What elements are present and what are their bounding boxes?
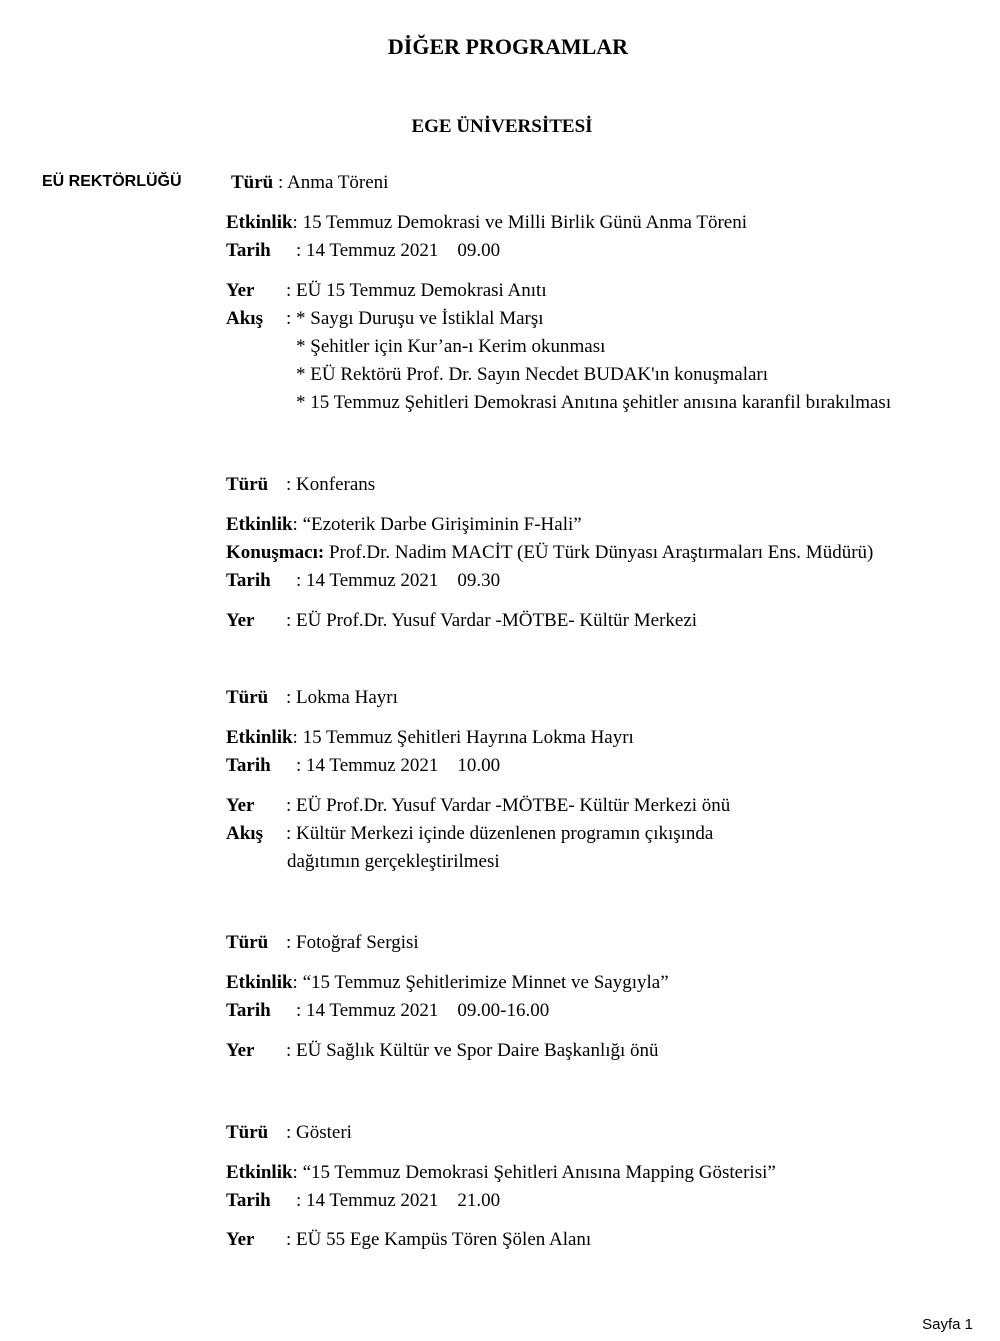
event-5-etkinlik: Etkinlik: “15 Temmuz Demokrasi Şehitleri Anısına Mapping Gösterisi” <box>226 1162 776 1183</box>
event-4-turu: Türü : Fotoğraf Sergisi <box>226 932 419 953</box>
event-2-konusmaci: Konuşmacı: Prof.Dr. Nadim MACİT (EÜ Türk Dünyası Araştırmaları Ens. Müdürü) <box>226 542 874 563</box>
event-1-akis-item: * Şehitler için Kur’an-ı Kerim okunması <box>296 336 606 357</box>
event-3-akis-item: dağıtımın gerçekleştirilmesi <box>287 851 500 872</box>
event-5-turu: Türü : Gösteri <box>226 1122 352 1143</box>
event-1-yer: Yer : EÜ 15 Temmuz Demokrasi Anıtı <box>226 280 547 301</box>
event-3-akis: Akış : Kültür Merkezi içinde düzenlenen programın çıkışında <box>226 823 714 844</box>
event-1-etkinlik: Etkinlik: 15 Temmuz Demokrasi ve Milli Birlik Günü Anma Töreni <box>226 212 747 233</box>
event-4-etkinlik: Etkinlik: “15 Temmuz Şehitlerimize Minnet ve Saygıyla” <box>226 972 669 993</box>
event-3-turu: Türü : Lokma Hayrı <box>226 687 398 708</box>
event-3-etkinlik: Etkinlik: 15 Temmuz Şehitleri Hayrına Lokma Hayrı <box>226 727 634 748</box>
event-2-yer: Yer : EÜ Prof.Dr. Yusuf Vardar -MÖTBE- Kültür Merkezi <box>226 610 698 631</box>
event-1-akis-item: * EÜ Rektörü Prof. Dr. Sayın Necdet BUDAK'ın konuşmaları <box>296 364 769 385</box>
event-1-tarih: Tarih : 14 Temmuz 2021 09.00 <box>226 240 501 261</box>
event-1-akis: Akış : * Saygı Duruşu ve İstiklal Marşı <box>226 308 544 329</box>
event-2-turu: Türü : Konferans <box>226 474 376 495</box>
event-3-yer: Yer : EÜ Prof.Dr. Yusuf Vardar -MÖTBE- Kültür Merkezi önü <box>226 795 731 816</box>
event-5-tarih: Tarih : 14 Temmuz 2021 21.00 <box>226 1190 501 1211</box>
event-1-turu: Türü : Anma Töreni <box>231 172 389 193</box>
event-4-yer: Yer : EÜ Sağlık Kültür ve Spor Daire Başkanlığı önü <box>226 1040 659 1061</box>
event-1-akis-item: * 15 Temmuz Şehitleri Demokrasi Anıtına şehitler anısına karanfil bırakılması <box>296 392 892 413</box>
event-2-etkinlik: Etkinlik: “Ezoterik Darbe Girişiminin F-Hali” <box>226 514 582 535</box>
page-subtitle: EGE ÜNİVERSİTESİ <box>411 116 593 137</box>
event-2-tarih: Tarih : 14 Temmuz 2021 09.30 <box>226 570 501 591</box>
page-title: DİĞER PROGRAMLAR <box>387 34 629 59</box>
event-5-yer: Yer : EÜ 55 Ege Kampüs Tören Şölen Alanı <box>226 1229 592 1250</box>
event-3-tarih: Tarih : 14 Temmuz 2021 10.00 <box>226 755 501 776</box>
event-4-tarih: Tarih : 14 Temmuz 2021 09.00-16.00 <box>226 1000 550 1021</box>
page-number: Sayfa 1 <box>922 1316 973 1333</box>
organizer-label: EÜ REKTÖRLÜĞÜ <box>42 173 182 190</box>
